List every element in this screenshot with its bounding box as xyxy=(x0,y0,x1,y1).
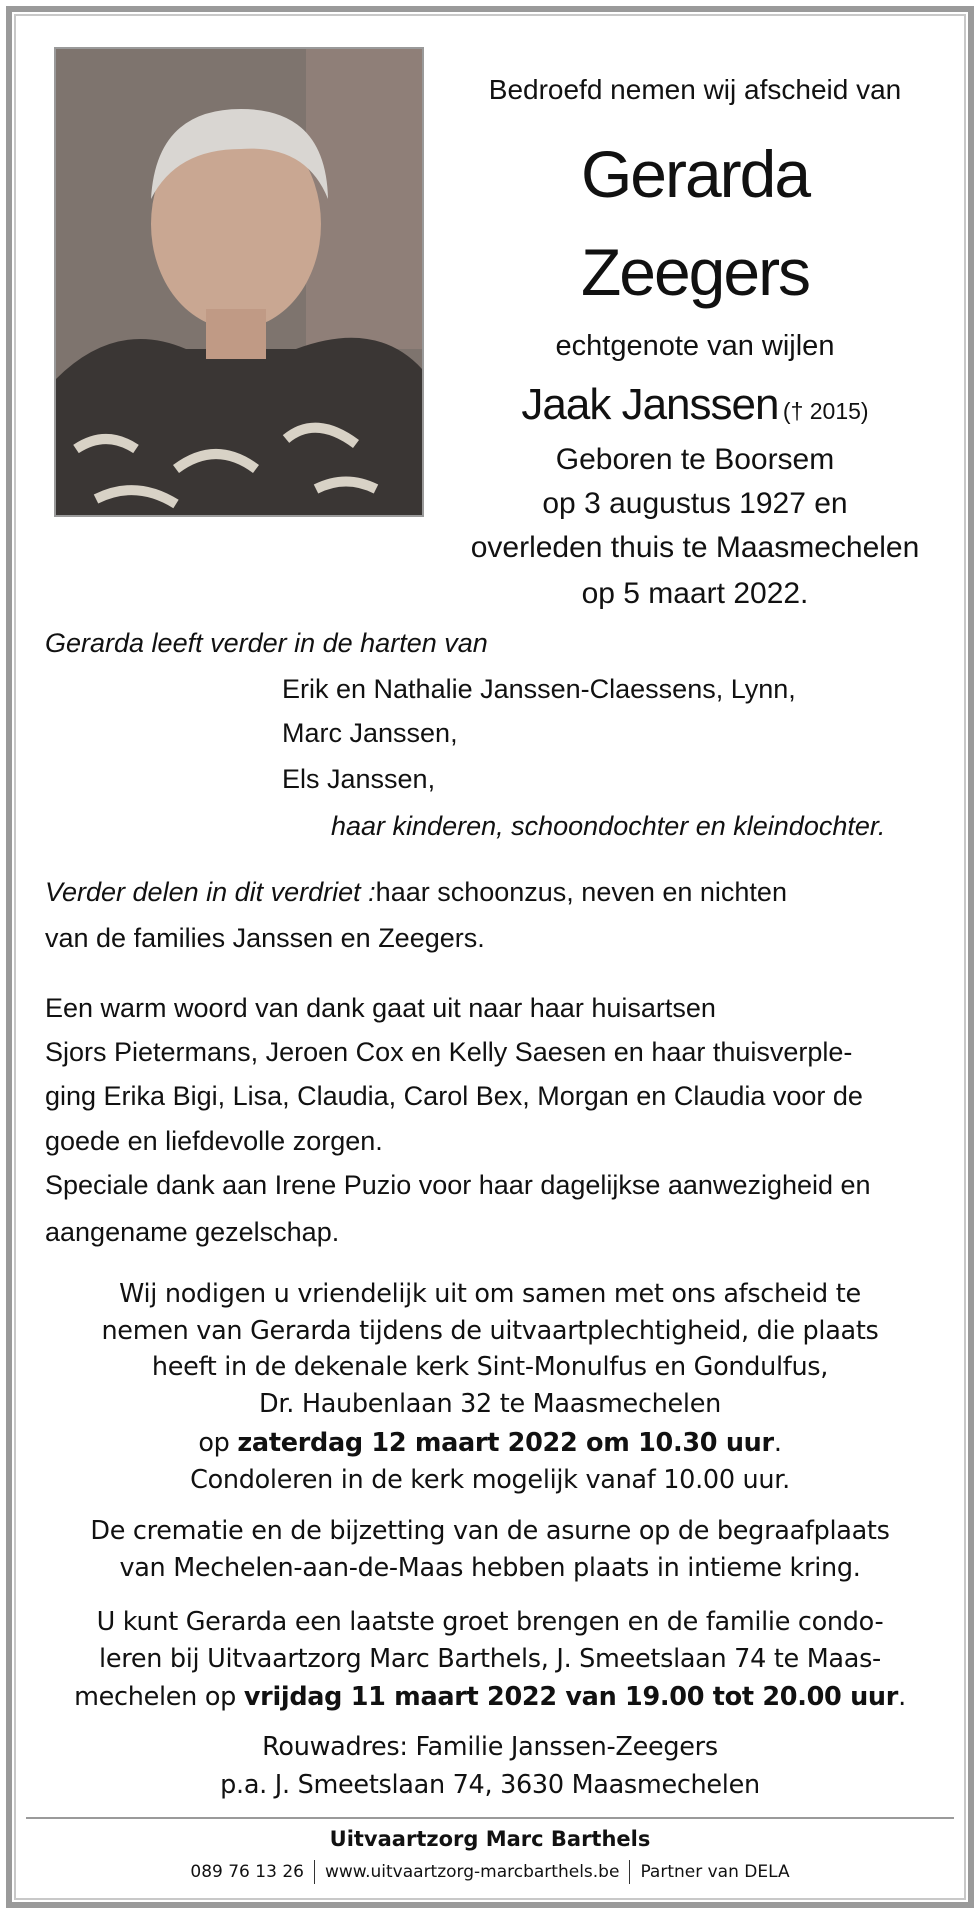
footer-divider xyxy=(26,1817,954,1819)
invitation-line: Wij nodigen u vriendelijk uit om samen met ons afscheid te xyxy=(119,1279,861,1309)
deceased-first-name: Gerarda xyxy=(580,137,810,211)
spouse-intro: echtgenote van wijlen xyxy=(555,330,835,362)
date-bold: zaterdag 12 maart 2022 om 10.30 uur xyxy=(237,1428,774,1458)
others-line: van de families Janssen en Zeegers. xyxy=(45,923,485,953)
family-member: Marc Janssen, xyxy=(282,718,458,748)
deceased-last-name: Zeegers xyxy=(580,235,810,309)
thanks-line: Speciale dank aan Irene Puzio voor haar dagelijkse aanwezigheid en xyxy=(45,1170,871,1200)
date-prefix: op xyxy=(198,1428,238,1458)
partner-text: Partner van DELA xyxy=(640,1862,790,1882)
footer-contact xyxy=(20,1860,960,1884)
website-link[interactable]: www.uitvaartzorg-marcbarthels.be xyxy=(324,1862,620,1882)
date-suffix: . xyxy=(773,1428,782,1458)
family-intro: Gerarda leeft verder in de harten van xyxy=(45,628,488,658)
invitation-line: heeft in de dekenale kerk Sint-Monulfus en Gondulfus, xyxy=(151,1352,829,1382)
others-intro: Verder delen in dit verdriet : xyxy=(45,877,376,907)
bio-line: op 3 augustus 1927 en xyxy=(542,487,848,520)
spouse-line xyxy=(440,380,950,430)
family-member: Erik en Nathalie Janssen-Claessens, Lynn, xyxy=(282,674,796,704)
thanks-line: Sjors Pietermans, Jeroen Cox en Kelly Saesen en haar thuisverple- xyxy=(45,1037,853,1067)
separator xyxy=(314,1860,315,1884)
thanks-line: Een warm woord van dank gaat uit naar haar huisartsen xyxy=(45,993,716,1023)
separator xyxy=(629,1860,630,1884)
cremation-line: van Mechelen-aan-de-Maas hebben plaats in intieme kring. xyxy=(119,1553,861,1583)
visit-line: leren bij Uitvaartzorg Marc Barthels, J. Smeetslaan 74 te Maas- xyxy=(99,1644,881,1674)
invitation-line: Dr. Haubenlaan 32 te Maasmechelen xyxy=(259,1389,721,1419)
intro-text: Bedroefd nemen wij afscheid van xyxy=(488,74,902,105)
bio-line: overleden thuis te Maasmechelen xyxy=(470,531,920,564)
family-member: Els Janssen, xyxy=(282,764,436,794)
funeral-company: Uitvaartzorg Marc Barthels xyxy=(329,1827,651,1851)
address-line: Rouwadres: Familie Janssen-Zeegers xyxy=(262,1732,718,1762)
spouse-name: Jaak Janssen xyxy=(521,380,779,429)
visit-line: U kunt Gerarda een laatste groet brengen en de familie condo- xyxy=(96,1607,884,1637)
visit-prefix: mechelen op xyxy=(74,1682,244,1712)
visit-date: vrijdag 11 maart 2022 van 19.00 tot 20.00 uur xyxy=(243,1682,899,1712)
thanks-line: aangename gezelschap. xyxy=(45,1217,340,1247)
visit-suffix: . xyxy=(898,1682,906,1712)
condolence-line: Condoleren in de kerk mogelijk vanaf 10.00 uur. xyxy=(190,1465,790,1495)
spouse-death: († 2015) xyxy=(782,398,869,424)
thanks-line: ging Erika Bigi, Lisa, Claudia, Carol Bex, Morgan en Claudia voor de xyxy=(45,1081,863,1111)
thanks-line: goede en liefdevolle zorgen. xyxy=(45,1126,383,1156)
bio-line: Geboren te Boorsem xyxy=(555,443,835,476)
portrait-photo xyxy=(54,47,424,517)
ceremony-date xyxy=(20,1428,960,1458)
phone-number: 089 76 13 26 xyxy=(190,1862,304,1882)
others-text: haar schoonzus, neven en nichten xyxy=(375,877,787,907)
address-line: p.a. J. Smeetslaan 74, 3630 Maasmechelen xyxy=(220,1770,760,1800)
visit-line xyxy=(20,1682,960,1712)
cremation-line: De crematie en de bijzetting van de asurne op de begraafplaats xyxy=(90,1516,890,1546)
invitation-line: nemen van Gerarda tijdens de uitvaartplechtigheid, die plaats xyxy=(101,1316,879,1346)
family-relation: haar kinderen, schoondochter en kleindochter. xyxy=(331,811,886,841)
others-line xyxy=(45,877,787,908)
bio-line: op 5 maart 2022. xyxy=(581,577,809,610)
